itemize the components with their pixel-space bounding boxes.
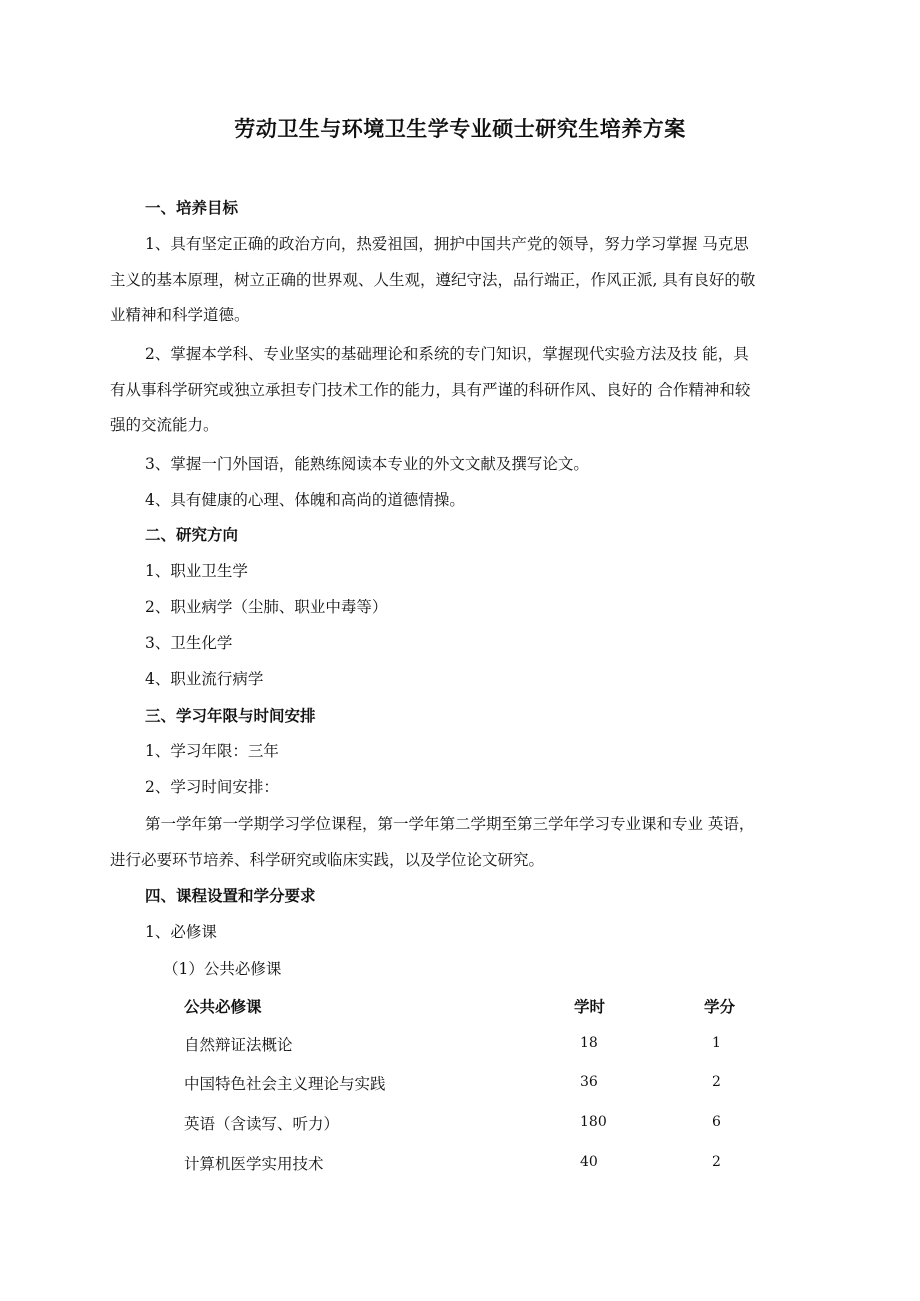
table-row-1-course: 自然辩证法概论 xyxy=(184,1036,293,1054)
research-item-2: 2、职业病学（尘肺、职业中毒等） xyxy=(145,598,388,616)
section-heading-goals: 一、培养目标 xyxy=(145,198,239,217)
table-header-hours: 学时 xyxy=(574,997,606,1016)
goal-paragraph-1-line-2: 主义的基本原理，树立正确的世界观、人生观，遵纪守法，品行端正，作风正派, 具有良好的敬 xyxy=(110,271,756,289)
research-item-1: 1、职业卫生学 xyxy=(145,562,248,580)
table-row-2-hours: 36 xyxy=(580,1074,598,1090)
table-row-3-course: 英语（含读写、听力） xyxy=(184,1115,340,1133)
research-item-3: 3、卫生化学 xyxy=(145,634,233,652)
table-row-4-credits: 2 xyxy=(712,1154,721,1170)
schedule-item-1: 1、学习年限：三年 xyxy=(145,742,279,760)
table-row-3-hours: 180 xyxy=(580,1114,607,1130)
goal-paragraph-3: 3、掌握一门外国语，能熟练阅读本专业的外文文献及撰写论文。 xyxy=(145,455,589,473)
schedule-paragraph-line-2: 进行必要环节培养、科学研究或临床实践，以及学位论文研究。 xyxy=(110,851,545,869)
section-heading-schedule: 三、学习年限与时间安排 xyxy=(145,706,316,725)
table-row-1-credits: 1 xyxy=(712,1035,721,1051)
table-row-4-hours: 40 xyxy=(580,1154,598,1170)
courses-subheading-public: （1）公共必修课 xyxy=(163,960,282,978)
courses-subheading-required: 1、必修课 xyxy=(145,923,217,941)
table-row-3-credits: 6 xyxy=(712,1114,721,1130)
research-item-4: 4、职业流行病学 xyxy=(145,670,264,688)
table-header-course: 公共必修课 xyxy=(184,997,262,1016)
section-heading-research: 二、研究方向 xyxy=(145,525,239,544)
goal-paragraph-2-line-2: 有从事科学研究或独立承担专门技术工作的能力，具有严谨的科研作风、良好的 合作精神和较 xyxy=(110,381,751,399)
schedule-paragraph-line-1: 第一学年第一学期学习学位课程，第一学年第二学期至第三学年学习专业课和专业 英语， xyxy=(145,815,755,833)
goal-paragraph-1-line-1: 1、具有坚定正确的政治方向，热爱祖国，拥护中国共产党的领导，努力学习掌握 马克思 xyxy=(145,235,749,253)
page-title: 劳动卫生与环境卫生学专业硕士研究生培养方案 xyxy=(234,116,686,141)
table-row-2-course: 中国特色社会主义理论与实践 xyxy=(184,1075,386,1093)
goal-paragraph-2-line-3: 强的交流能力。 xyxy=(110,416,219,434)
table-row-1-hours: 18 xyxy=(580,1035,598,1051)
goal-paragraph-2-line-1: 2、掌握本学科、专业坚实的基础理论和系统的专门知识，掌握现代实验方法及技 能，具 xyxy=(145,345,749,363)
table-header-credits: 学分 xyxy=(704,997,736,1016)
goal-paragraph-1-line-3: 业精神和科学道德。 xyxy=(110,306,250,324)
table-row-4-course: 计算机医学实用技术 xyxy=(184,1155,324,1173)
section-heading-courses: 四、课程设置和学分要求 xyxy=(145,886,316,905)
goal-paragraph-4: 4、具有健康的心理、体魄和高尚的道德情操。 xyxy=(145,491,465,509)
table-row-2-credits: 2 xyxy=(712,1074,721,1090)
schedule-item-2: 2、学习时间安排： xyxy=(145,778,279,796)
